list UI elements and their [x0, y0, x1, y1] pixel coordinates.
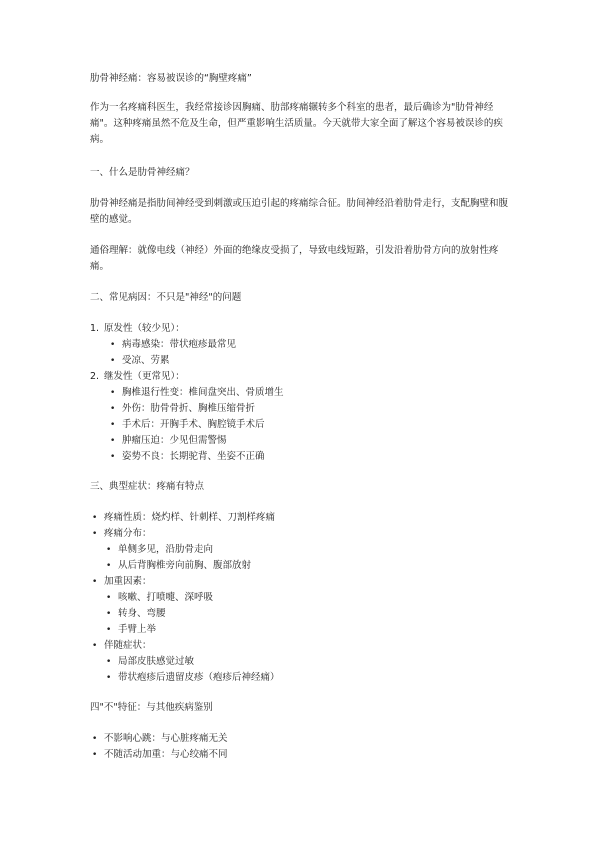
list-item: 带状疱疹后遗留皮疹（疱疹后神经痛）: [118, 672, 280, 683]
list-item: 局部皮肤感觉过敏: [118, 656, 195, 667]
section-2-heading: 二、常见病因：不只是"神经"的问题: [90, 292, 242, 303]
list-number: 2.: [90, 371, 100, 382]
bullet-marker: •: [110, 388, 116, 398]
bullet-marker: •: [92, 750, 98, 760]
bullet-marker: •: [106, 593, 112, 603]
section-3-heading: 三、典型症状：疼痛有特点: [90, 481, 205, 492]
list-item: 加重因素：: [104, 576, 152, 587]
bullet-marker: •: [106, 657, 112, 667]
list-item: 外伤：肋骨骨折、胸椎压缩骨折: [122, 403, 256, 414]
list-item: 手臂上举: [118, 624, 157, 635]
secondary-cause-label: 继发性（更常见）：: [104, 371, 185, 382]
document-title: 肋骨神经痛：容易被误诊的“胸壁疼痛”: [90, 73, 252, 84]
bullet-marker: •: [110, 404, 116, 414]
bullet-marker: •: [106, 609, 112, 619]
bullet-marker: •: [110, 356, 116, 366]
bullet-marker: •: [92, 513, 98, 523]
list-item: 受凉、劳累: [122, 355, 170, 366]
list-item: 姿势不良：长期驼背、坐姿不正确: [122, 451, 265, 462]
bullet-marker: •: [110, 340, 116, 350]
list-item: 单侧多见，沿肋骨走向: [118, 544, 214, 555]
bullet-marker: •: [92, 734, 98, 744]
bullet-marker: •: [106, 625, 112, 635]
section-4-heading: 四"不"特征：与其他疾病鉴别: [90, 702, 213, 713]
bullet-marker: •: [106, 545, 112, 555]
bullet-marker: •: [106, 673, 112, 683]
list-item: 疼痛分布：: [104, 528, 152, 539]
list-item: 手术后：开胸手术、胸腔镜手术后: [122, 419, 265, 430]
list-item: 病毒感染：带状疱疹最常见: [122, 339, 237, 350]
section-1-heading: 一、什么是肋骨神经痛？: [90, 167, 195, 178]
primary-cause-label: 原发性（较少见）：: [104, 323, 185, 334]
bullet-marker: •: [92, 641, 98, 651]
list-item: 咳嗽、打喷嚏、深呼吸: [118, 592, 214, 603]
list-item: 不影响心跳：与心脏疼痛无关: [104, 733, 228, 744]
list-item: 从后背胸椎旁向前胸、腹部放射: [118, 560, 252, 571]
list-item: 肿瘤压迫：少见但需警惕: [122, 435, 227, 446]
list-item: 伴随症状：: [104, 640, 152, 651]
bullet-marker: •: [110, 420, 116, 430]
bullet-marker: •: [110, 452, 116, 462]
bullet-marker: •: [110, 436, 116, 446]
intro-paragraph: 作为一名疼痛科医生，我经常接诊因胸痛、肋部疼痛辗转多个科室的患者，最后确诊为"肋骨神经痛"。这种疼痛虽然不危及生命，但严重影响生活质量。今天就带大家全面了解这个容易被误诊的疾病。: [90, 102, 503, 145]
section-1-paragraph-2: 通俗理解：就像电线（神经）外面的绝缘皮受损了，导致电线短路，引发沿着肋骨方向的放射性疼痛。: [90, 245, 499, 272]
list-item: 疼痛性质：烧灼样、针刺样、刀割样疼痛: [104, 512, 276, 523]
bullet-marker: •: [92, 577, 98, 587]
list-item: 胸椎退行性变：椎间盘突出、骨质增生: [122, 387, 284, 398]
list-item: 转身、弯腰: [118, 608, 166, 619]
section-1-paragraph-1: 肋骨神经痛是指肋间神经受到刺激或压迫引起的疼痛综合征。肋间神经沿着肋骨走行，支配胸壁和腹壁的感觉。: [90, 198, 509, 225]
bullet-marker: •: [106, 561, 112, 571]
bullet-marker: •: [92, 529, 98, 539]
list-item: 不随活动加重：与心绞痛不同: [104, 749, 228, 760]
list-number: 1.: [90, 323, 100, 334]
